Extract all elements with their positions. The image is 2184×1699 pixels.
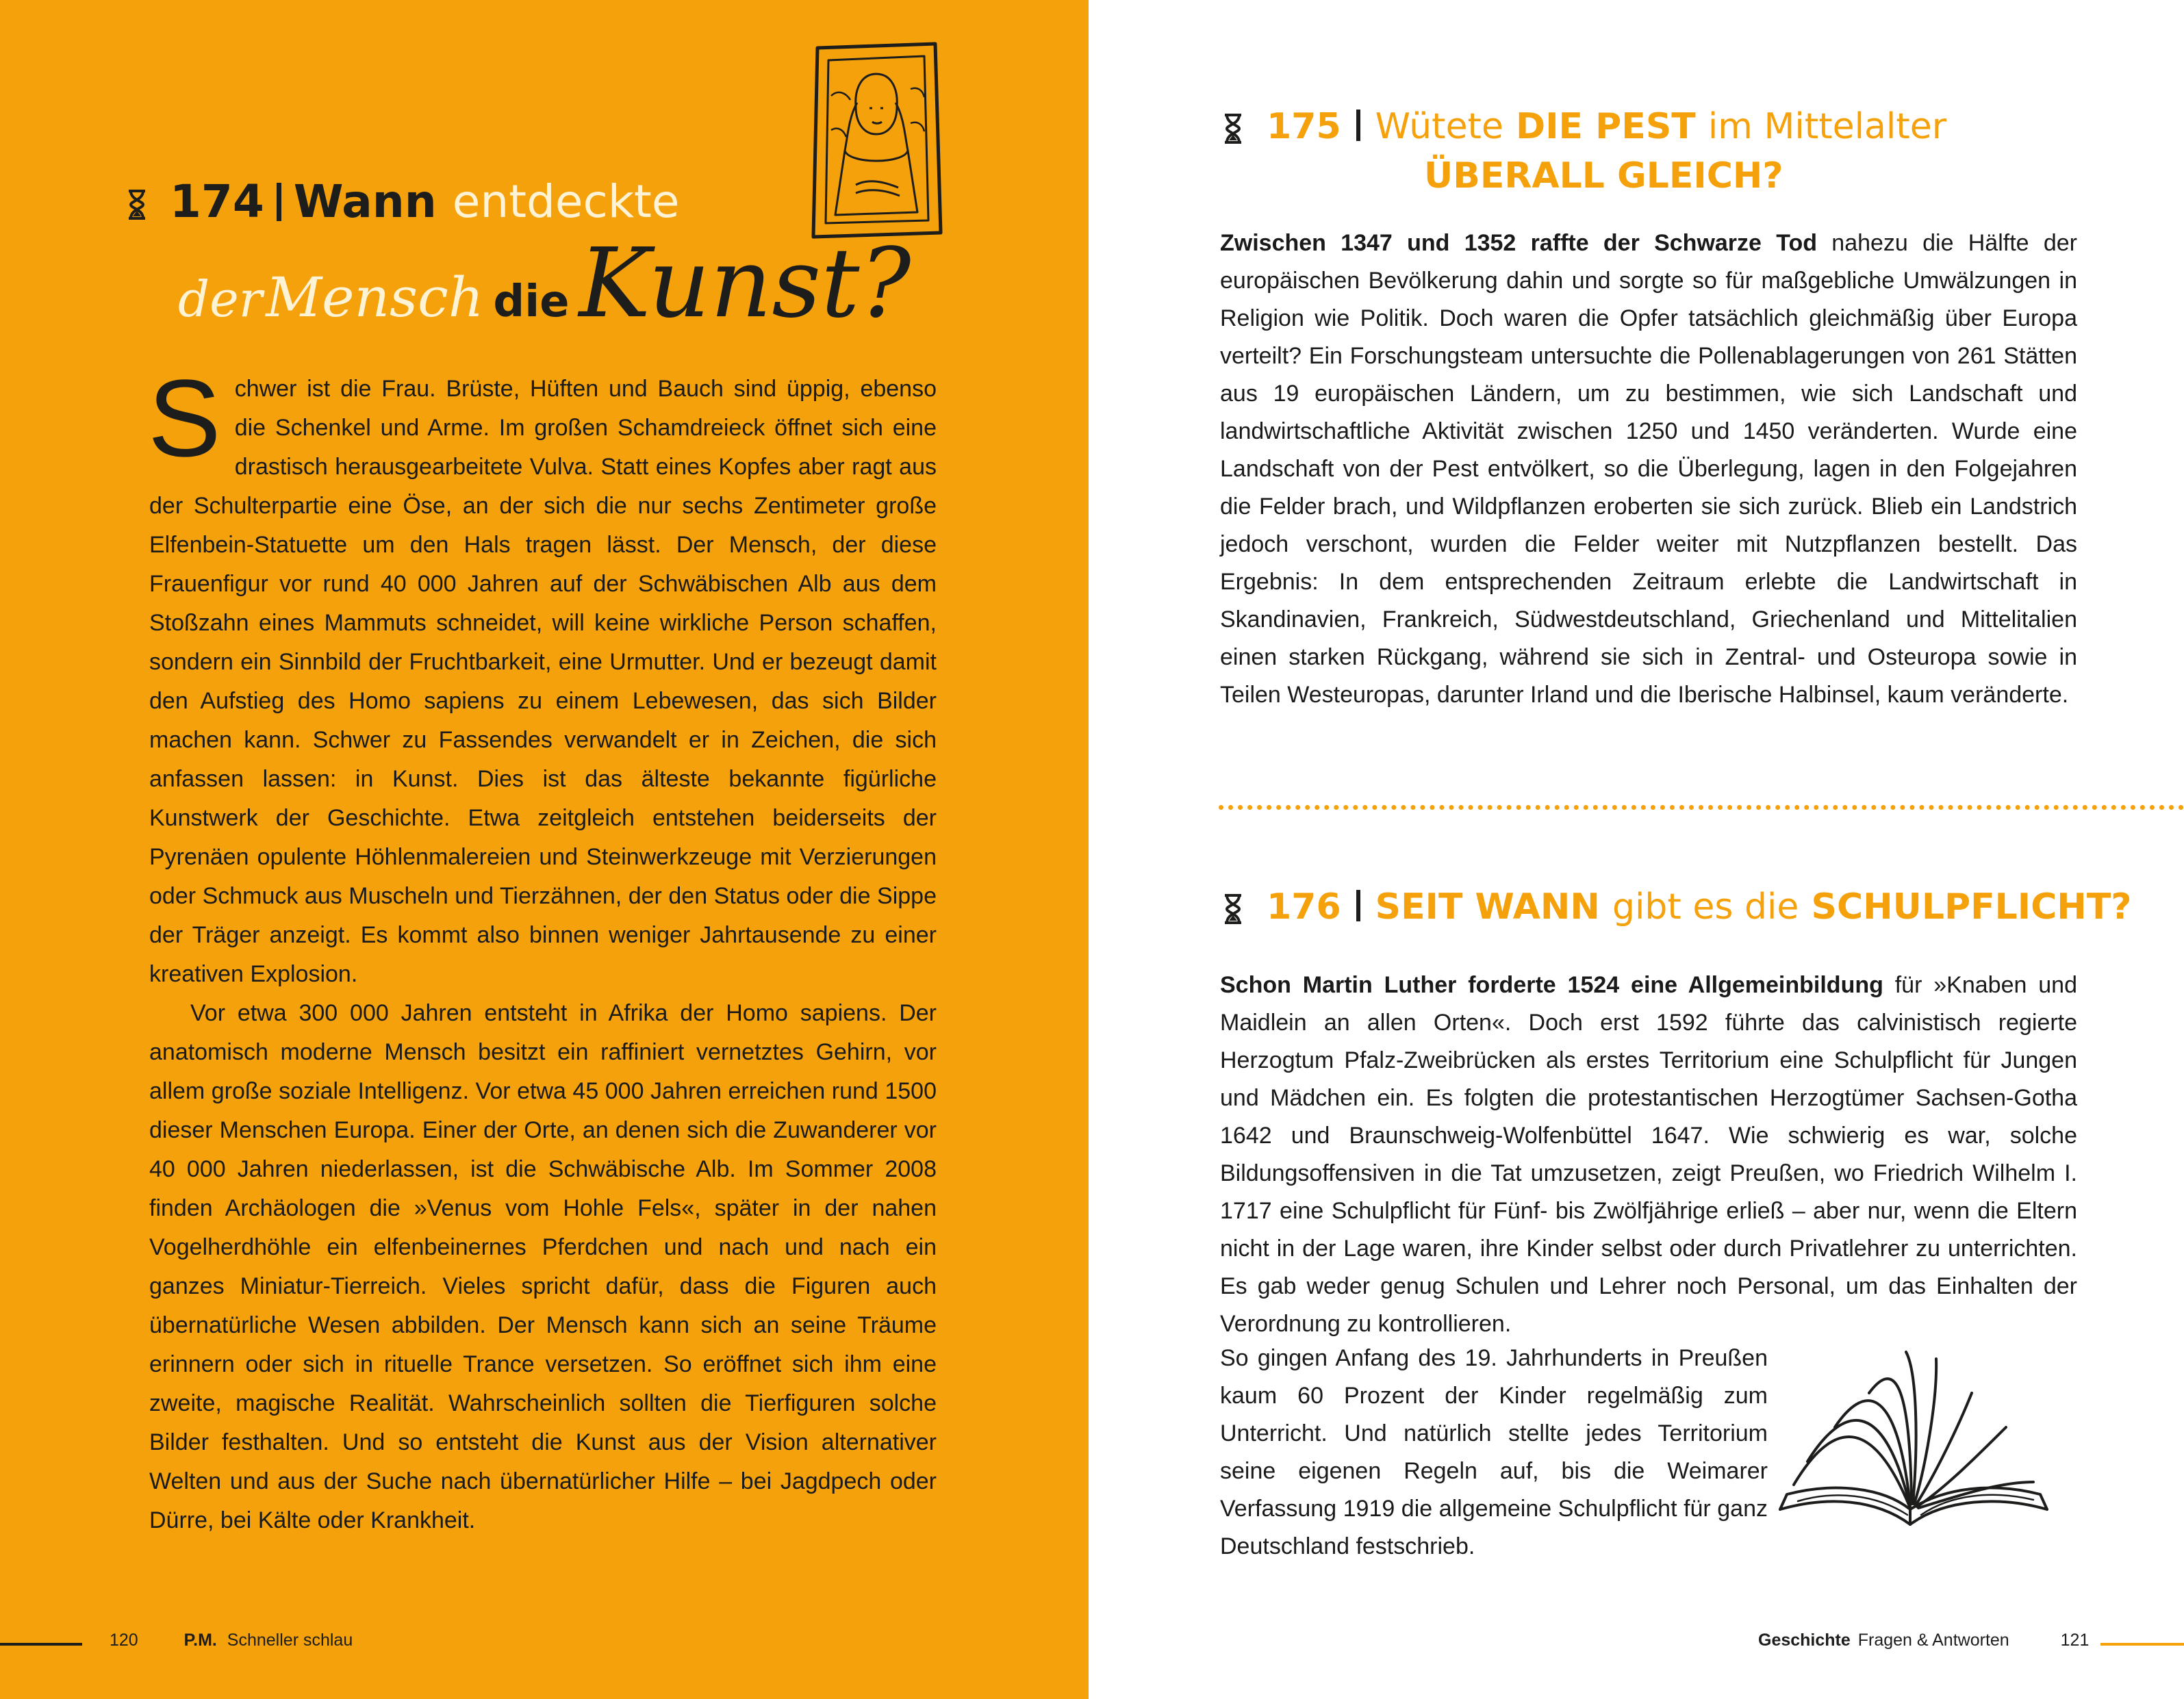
heading-part: Wütete xyxy=(1375,106,1503,147)
article-text: für »Knaben und Maidlein an allen Orten«. Doch erst 1592 führte das calvinistisch regierte Herzogtum Pfalz-Zweibrücken als erstes Territorium eine Schulpflicht für Jungen und Mädchen ein. Es folgten die protestantischen Herzogtümer Sachsen-Gotha 1642 und Braunschweig-Wolfenbüttel 1647. Wie schwierig es war, solche Bildungsoffensiven in die Tat umzusetzen, zeigt Preußen, wo Friedrich Wilhelm I. 1717 eine Schulpflicht für Fünf- bis Zwölfjährige erließ – aber nur, wenn die Eltern nicht in der Lage waren, ihre Kinder selbst oder durch Privatlehrer zu unterrichten. Es gab weder genug Schulen und Lehrer noch Personal, um das Einhalten der Verordnung zu kontrollieren. xyxy=(1220,972,2077,1337)
footer-brand: P.M. xyxy=(183,1631,217,1650)
heading-word-kunst: Kunst? xyxy=(579,228,911,340)
article-lead: Zwischen 1347 und 1352 raffte der Schwarze Tod xyxy=(1220,230,1817,256)
footer-rule-left xyxy=(0,1643,82,1646)
heading-word-der: der xyxy=(178,270,263,328)
paragraph-1: chwer ist die Frau. Brüste, Hüften und Bauch sind üppig, ebenso die Schenkel und Arme. Im großen Schamdreieck öffnet sich eine drastisch herausgearbeitete Vulva. Statt eines Kopfes aber ragt aus der Schulterpartie eine Öse, an der sich die nur sechs Zentimeter große Elfenbein-Statuette um den Hals tragen lässt. Der Mensch, der diese Frauenfigur vor rund 40 000 Jahren auf der Schwäbischen Alb aus dem Stoßzahn eines Mammuts schneidet, will keine wirkliche Person schaffen, sondern ein Sinnbild der Fruchtbarkeit, eine Urmutter. Und er bezeugt damit den Aufstieg des Homo sapiens zu einem Lebewesen, das sich Bilder machen kann. Schwer zu Fassendes verwandelt er in Zeichen, die sich anfassen lassen: in Kunst. Dies ist das älteste bekannte figürliche Kunstwerk der Geschichte. Etwa zeitgleich entstehen beiderseits der Pyrenäen opulente Höhlenmalereien und Steinwerkzeuge mit Verzierungen oder Schmuck aus Muscheln und Tierzähnen, der den Status oder die Sippe der Träger anzeigt. Es kommt also binnen weniger Jahrtausende zu einer kreativen Explosion. xyxy=(149,376,937,987)
heading-divider xyxy=(1356,110,1360,141)
hourglass-icon xyxy=(127,189,147,220)
heading-part: DIE PEST xyxy=(1516,106,1696,147)
heading-word-die: die xyxy=(493,277,570,327)
question-175-heading xyxy=(1223,103,1946,151)
article-176-body xyxy=(1220,967,2077,1343)
footer-subtitle: Fragen & Antworten xyxy=(1857,1631,2009,1650)
left-page xyxy=(0,0,1089,1699)
question-number: 174 xyxy=(169,175,264,228)
drop-cap: S xyxy=(148,357,221,479)
page-number-left: 120 xyxy=(110,1631,138,1650)
paragraph-2: Vor etwa 300 000 Jahren entsteht in Afrika der Homo sapiens. Der anatomisch moderne Mensch besitzt ein raffiniert vernetztes Gehirn, vor allem große soziale Intelligenz. Vor etwa 45 000 Jahren erreichen rund 1500 dieser Menschen Europa. Einer der Orte, an denen sich die Zuwanderer vor 40 000 Jahren niederlassen, ist die Schwäbische Alb. Im Sommer 2008 finden Archäologen die »Venus vom Hohle Fels«, später in der nahen Vogelherdhöhle ein elfenbeinernes Pferdchen und nach und nach ein ganzes Miniatur-Tierreich. Vieles spricht dafür, dass die Figuren auch übernatürliche Wesen abbilden. Der Mensch kann sich an seine Träume erinnern oder sich in rituelle Trance versetzen. So eröffnet sich ihm eine zweite, magische Realität. Wahrscheinlich sollten die Tierfiguren solche Bilder festhalten. Und so entsteht die Kunst aus der Vision alternativer Welten und aus der Suche nach übernatürlicher Hilfe – bei Jagdpech oder Dürre, bei Kälte oder Krankheit. xyxy=(149,1000,937,1533)
footer-rule-right xyxy=(2100,1643,2184,1646)
question-175-heading-line2: ÜBERALL GLEICH? xyxy=(1424,155,1783,196)
heading-divider xyxy=(1356,890,1360,921)
footer-left xyxy=(110,1631,353,1650)
open-book-illustration xyxy=(1773,1345,2054,1537)
hourglass-icon xyxy=(1223,893,1243,925)
article-174-body xyxy=(148,357,937,1540)
heading-word-mensch: Mensch xyxy=(266,266,484,329)
section-divider xyxy=(1219,805,2184,810)
article-text: nahezu die Hälfte der europäischen Bevölkerung dahin und sorgte so für maßgebliche Umwälzungen in Religion wie Politik. Doch waren die Opfer tatsächlich gleichmäßig über Europa verteilt? Ein Forschungsteam untersuchte die Pollenablagerungen von 261 Stätten aus 19 europäischen Ländern, um zu bestimmen, wie sich Landschaft und landwirtschaftliche Aktivität zwischen 1250 und 1450 veränderten. Wurde eine Landschaft von der Pest entvölkert, so die Überlegung, lagen in den Folgejahren die Felder brach, und Wildpflanzen eroberten sie sich zurück. Blieb ein Landstrich jedoch verschont, wurden die Felder weiter mit Nutzpflanzen bestellt. Das Ergebnis: In dem entsprechenden Zeitraum erlebte die Landwirtschaft in Skandinavien, Frankreich, Südwestdeutschland, Griechenland und Mittelitalien einen starken Rückgang, während sie sich in Zentral- und Osteuropa sowie in Teilen Westeuropas, darunter Irland und die Iberische Halbinsel, kaum veränderte. xyxy=(1220,230,2077,708)
heading-part: SEIT WANN xyxy=(1375,886,1600,928)
heading-part: im Mittelalter xyxy=(1707,106,1947,147)
question-number: 175 xyxy=(1267,106,1341,147)
hourglass-icon xyxy=(1223,113,1243,144)
page-number-right: 121 xyxy=(2060,1631,2090,1650)
heading-word-entdeckte: entdeckte xyxy=(452,175,680,228)
article-lead: Schon Martin Luther forderte 1524 eine Allgemeinbildung xyxy=(1220,972,1883,998)
heading-part: SCHULPFLICHT? xyxy=(1811,886,2132,928)
question-174-heading xyxy=(127,171,911,340)
article-176-body-continued: So gingen Anfang des 19. Jahrhunderts in Preußen kaum 60 Prozent der Kinder regelmäßig zum Unterricht. Und natürlich stellte jedes Territorium seine eigenen Regeln auf, bis die Weimarer Verfassung 1919 die allgemeine Schulpflicht für ganz Deutschland festschrieb. xyxy=(1220,1345,1768,1559)
footer-book-title: Schneller schlau xyxy=(227,1631,353,1650)
heading-word-wann: Wann xyxy=(293,175,437,228)
heading-divider xyxy=(277,183,281,221)
footer-section: Geschichte xyxy=(1758,1631,1851,1650)
footer-right xyxy=(1758,1631,2089,1650)
question-176-heading xyxy=(1223,883,2131,931)
question-number: 176 xyxy=(1267,886,1341,928)
article-175-body xyxy=(1220,225,2077,714)
heading-part: gibt es die xyxy=(1612,886,1799,928)
